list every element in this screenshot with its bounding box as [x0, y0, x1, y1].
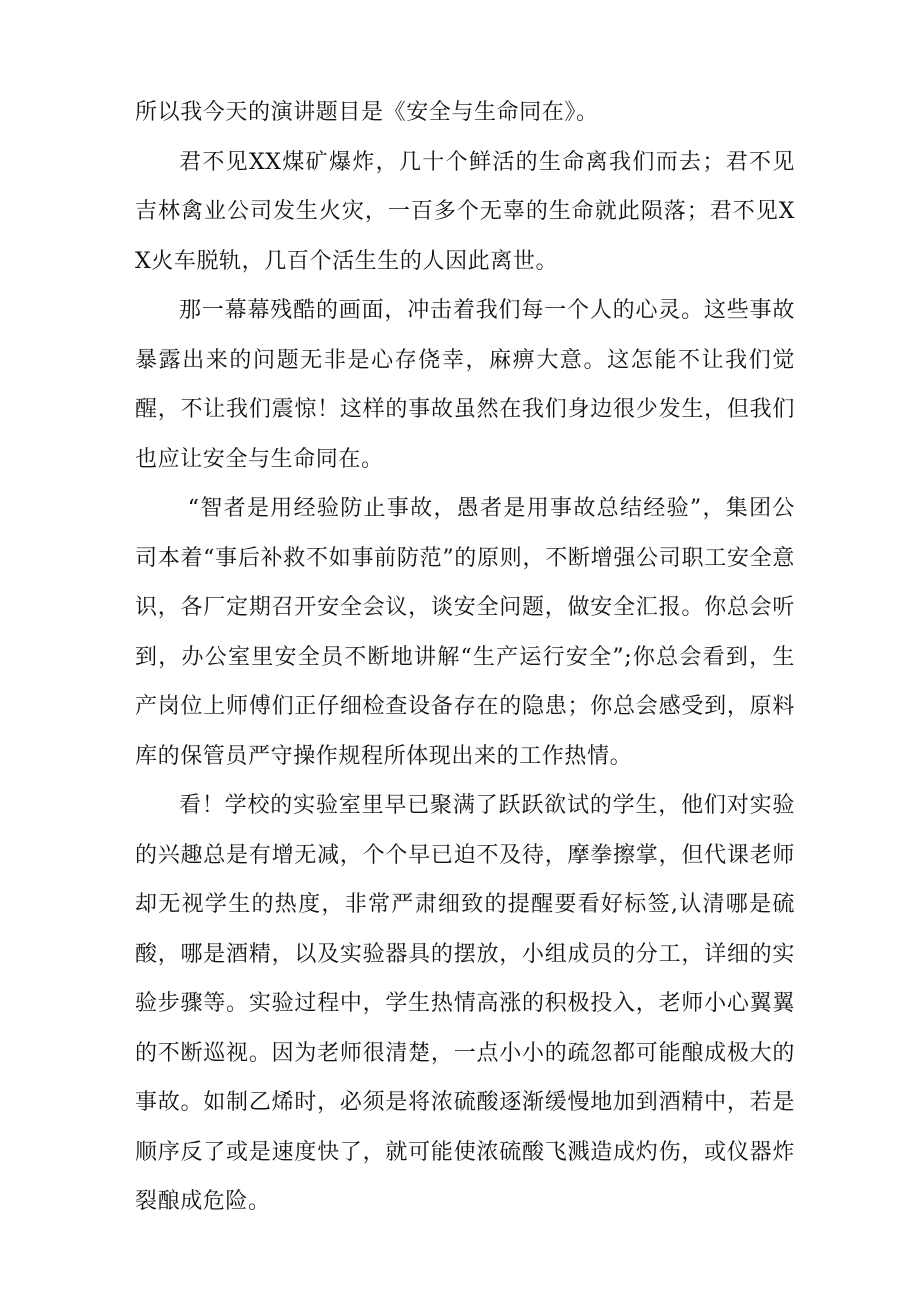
document-body: [135, 88, 795, 1227]
paragraph-title-line: 所以我今天的演讲题目是《安全与生命同在》。: [135, 100, 599, 125]
paragraph-reflection: 那一幕幕残酷的画面，冲击着我们每一个人的心灵。这些事故暴露出来的问题无非是心存侥幸，麻痹大意。这怎能不让我们觉醒，不让我们震惊！这样的事故虽然在我们身边很少发生，但我们也应让安全与生命同在。: [135, 298, 795, 472]
paragraph-school-lab: 看！学校的实验室里早已聚满了跃跃欲试的学生，他们对实验的兴趣总是有增无减，个个早已迫不及待，摩拳擦掌，但代课老师却无视学生的热度，非常严肃细致的提醒要看好标签,认清哪是硫酸，哪是酒精，以及实验器具的摆放，小组成员的分工，详细的实验步骤等。实验过程中，学生热情高涨的积极投入，老师小心翼翼的不断巡视。因为老师很清楚，一点小小的疏忽都可能酿成极大的事故。如制乙烯时，必须是将浓硫酸逐渐缓慢地加到酒精中，若是顺序反了或是速度快了，就可能使浓硫酸飞溅造成灼伤，或仪器炸裂酿成危险。: [135, 793, 795, 1214]
paragraph-company-safety: “智者是用经验防止事故，愚者是用事故总结经验”，集团公司本着“事后补救不如事前防范”的原则，不断增强公司职工安全意识，各厂定期召开安全会议，谈安全问题，做安全汇报。你总会听到，办公室里安全员不断地讲解“生产运行安全”;你总会看到，生产岗位上师傅们正仔细检查设备存在的隐患；你总会感受到，原料库的保管员严守操作规程所体现出来的工作热情。: [135, 496, 795, 769]
paragraph-accidents: 君不见XX煤矿爆炸，几十个鲜活的生命离我们而去；君不见吉林禽业公司发生火灾，一百多个无辜的生命就此陨落；君不见XX火车脱轨，几百个活生生的人因此离世。: [135, 149, 795, 274]
